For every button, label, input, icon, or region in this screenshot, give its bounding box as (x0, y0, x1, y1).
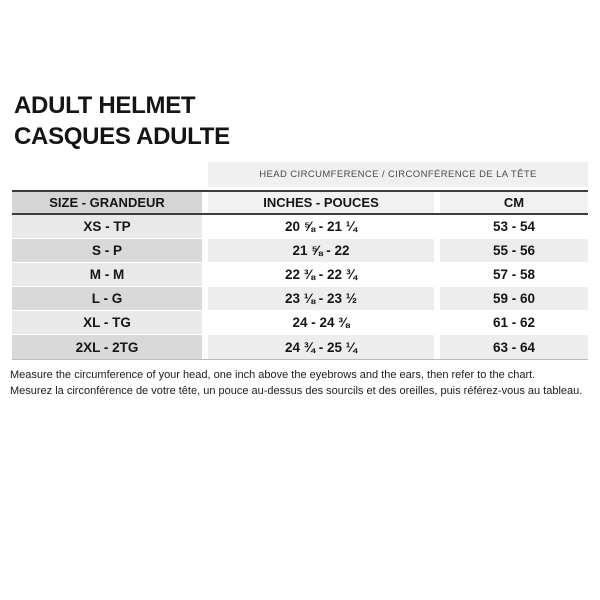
size-cell: M - M (12, 263, 202, 286)
column-header-size: SIZE - GRANDEUR (12, 192, 202, 213)
size-cell: L - G (12, 287, 202, 310)
page-title-fr: CASQUES ADULTE (14, 123, 230, 150)
cm-cell: 57 - 58 (440, 263, 588, 286)
measurement-instructions-en: Measure the circumference of your head, one inch above the eyebrows and the ears, then refer to the chart. (10, 369, 536, 381)
cm-cell: 55 - 56 (440, 239, 588, 262)
table-header-row (12, 190, 588, 215)
head-circumference-span-header-label: HEAD CIRCUMFERENCE / CIRCONFÉRENCE DE LA TÊTE (259, 169, 537, 180)
table-row (12, 239, 588, 263)
size-cell: S - P (12, 239, 202, 262)
cm-cell: 59 - 60 (440, 287, 588, 310)
table-row (12, 263, 588, 287)
cm-cell: 53 - 54 (440, 215, 588, 238)
measurement-instructions (10, 368, 596, 399)
table-body (12, 215, 588, 360)
head-circumference-span-header (208, 162, 588, 187)
cm-cell: 63 - 64 (440, 335, 588, 359)
page-title (14, 90, 230, 152)
size-cell: XS - TP (12, 215, 202, 238)
column-header-cm: CM (440, 192, 588, 213)
table-row (12, 215, 588, 239)
table-row (12, 287, 588, 311)
inches-cell: 24 ¾ - 25 ¼ (208, 335, 434, 359)
table-row (12, 311, 588, 335)
measurement-instructions-fr: Mesurez la circonférence de votre tête, un pouce au-dessus des sourcils et des oreilles, puis référez-vous au tableau. (10, 384, 583, 397)
inches-cell: 22 ⅜ - 22 ¾ (208, 263, 434, 286)
size-table (12, 162, 588, 360)
cm-cell: 61 - 62 (440, 311, 588, 334)
inches-cell: 21 ⅝ - 22 (208, 239, 434, 262)
inches-cell: 24 - 24 ⅜ (208, 311, 434, 334)
table-row (12, 335, 588, 359)
inches-cell: 23 ⅛ - 23 ½ (208, 287, 434, 310)
page-title-en: ADULT HELMET (14, 92, 196, 119)
inches-cell: 20 ⅝ - 21 ¼ (208, 215, 434, 238)
size-cell: XL - TG (12, 311, 202, 334)
size-cell: 2XL - 2TG (12, 335, 202, 359)
column-header-inches: INCHES - POUCES (208, 192, 434, 213)
